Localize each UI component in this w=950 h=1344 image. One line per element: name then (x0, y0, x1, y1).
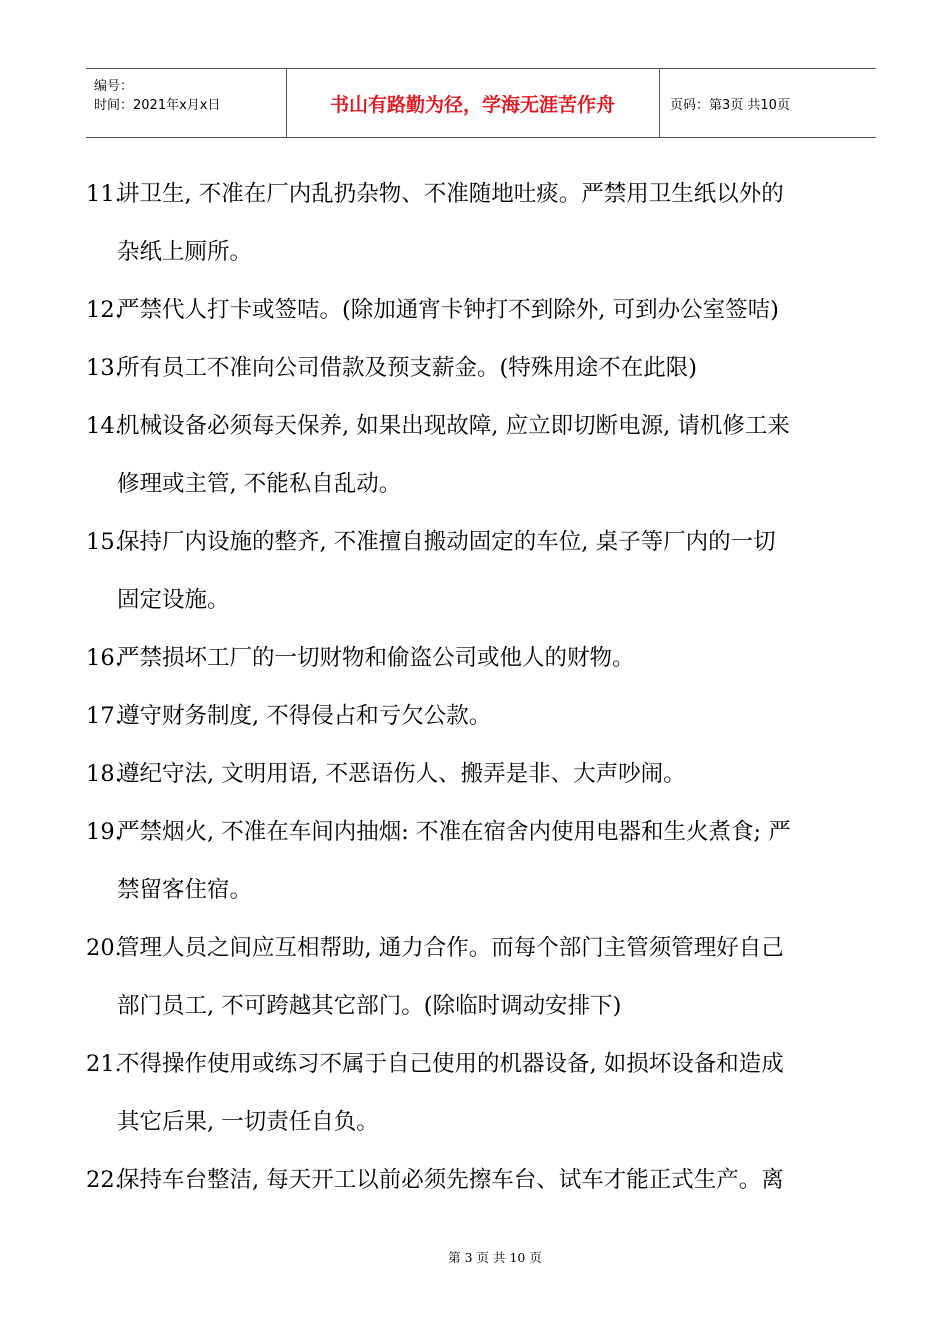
rule-first-line (86, 1035, 886, 1093)
rule-first-line (86, 281, 886, 339)
rule-item (86, 687, 886, 745)
rule-number: 22. (86, 1167, 122, 1193)
rule-first-line (86, 745, 886, 803)
rule-number: 11. (86, 181, 122, 207)
rule-item (86, 629, 886, 687)
rule-text: 严禁损坏工厂的一切财物和偷盗公司或他人的财物。 (117, 645, 635, 671)
rule-continuation-line (86, 861, 886, 919)
rule-continuation-line (86, 223, 886, 281)
header-page-cell (660, 69, 876, 137)
rule-number: 20. (86, 935, 122, 961)
rule-first-line (86, 803, 886, 861)
number-label: 编号： (94, 79, 134, 94)
header-motto-cell (286, 69, 660, 137)
rule-text: 固定设施。 (117, 587, 230, 613)
rule-item (86, 165, 886, 281)
rule-first-line (86, 397, 886, 455)
rule-text: 讲卫生, 不准在厂内乱扔杂物、不准随地吐痰。严禁用卫生纸以外的 (117, 181, 784, 207)
rule-first-line (86, 629, 886, 687)
rule-item (86, 513, 886, 629)
rule-text: 严禁代人打卡或签咭。(除加通宵卡钟打不到除外, 可到办公室签咭) (117, 297, 779, 323)
rule-item (86, 1035, 886, 1151)
time-label: 时间：2021年x月x日 (94, 98, 221, 113)
rule-number: 17. (86, 703, 122, 729)
rule-first-line (86, 339, 886, 397)
rule-item (86, 1151, 886, 1209)
rule-number: 13. (86, 355, 122, 381)
rule-text: 机械设备必须每天保养, 如果出现故障, 应立即切断电源, 请机修工来 (117, 413, 790, 439)
rule-text: 部门员工, 不可跨越其它部门。(除临时调动安排下) (117, 993, 622, 1019)
rule-text: 其它后果, 一切责任自负。 (117, 1109, 379, 1135)
rule-first-line (86, 165, 886, 223)
rule-number: 18. (86, 761, 122, 787)
rule-number: 16. (86, 645, 122, 671)
rule-text: 保持厂内设施的整齐, 不准擅自搬动固定的车位, 桌子等厂内的一切 (117, 529, 776, 555)
rule-text: 严禁烟火, 不准在车间内抽烟: 不准在宿舍内使用电器和生火煮食; 严 (117, 819, 791, 845)
page-code: 页码：第3页 共10页 (670, 97, 790, 113)
rule-text: 所有员工不准向公司借款及预支薪金。(特殊用途不在此限) (117, 355, 698, 381)
rule-text: 遵纪守法, 文明用语, 不恶语伤人、搬弄是非、大声吵闹。 (117, 761, 686, 787)
rule-text: 不得操作使用或练习不属于自己使用的机器设备, 如损坏设备和造成 (117, 1051, 784, 1077)
rule-first-line (86, 687, 886, 745)
rule-number: 21. (86, 1051, 122, 1077)
page-header (86, 68, 876, 138)
rule-item (86, 919, 886, 1035)
rule-number: 12. (86, 297, 122, 323)
rule-first-line (86, 919, 886, 977)
rule-continuation-line (86, 1093, 886, 1151)
page-footer: 第 3 页 共 10 页 (448, 1250, 542, 1265)
rule-text: 保持车台整洁, 每天开工以前必须先擦车台、试车才能正式生产。离 (117, 1167, 784, 1193)
rule-item (86, 281, 886, 339)
rule-continuation-line (86, 571, 886, 629)
rule-text: 修理或主管, 不能私自乱动。 (117, 471, 402, 497)
rule-item (86, 397, 886, 513)
rule-item (86, 339, 886, 397)
rule-text: 管理人员之间应互相帮助, 通力合作。而每个部门主管须管理好自己 (117, 935, 784, 961)
rule-continuation-line (86, 455, 886, 513)
rule-first-line (86, 1151, 886, 1209)
rule-number: 19. (86, 819, 122, 845)
header-info-cell (86, 69, 287, 137)
rules-list (86, 165, 886, 1209)
rule-item (86, 803, 886, 919)
rule-number: 14. (86, 413, 122, 439)
rule-continuation-line (86, 977, 886, 1035)
rule-item (86, 745, 886, 803)
rule-text: 杂纸上厕所。 (117, 239, 253, 265)
rule-first-line (86, 513, 886, 571)
rule-text: 遵守财务制度, 不得侵占和亏欠公款。 (117, 703, 492, 729)
rule-number: 15. (86, 529, 122, 555)
motto-text: 书山有路勤为径，学海无涯苦作舟 (329, 93, 615, 116)
rule-text: 禁留客住宿。 (117, 877, 253, 903)
